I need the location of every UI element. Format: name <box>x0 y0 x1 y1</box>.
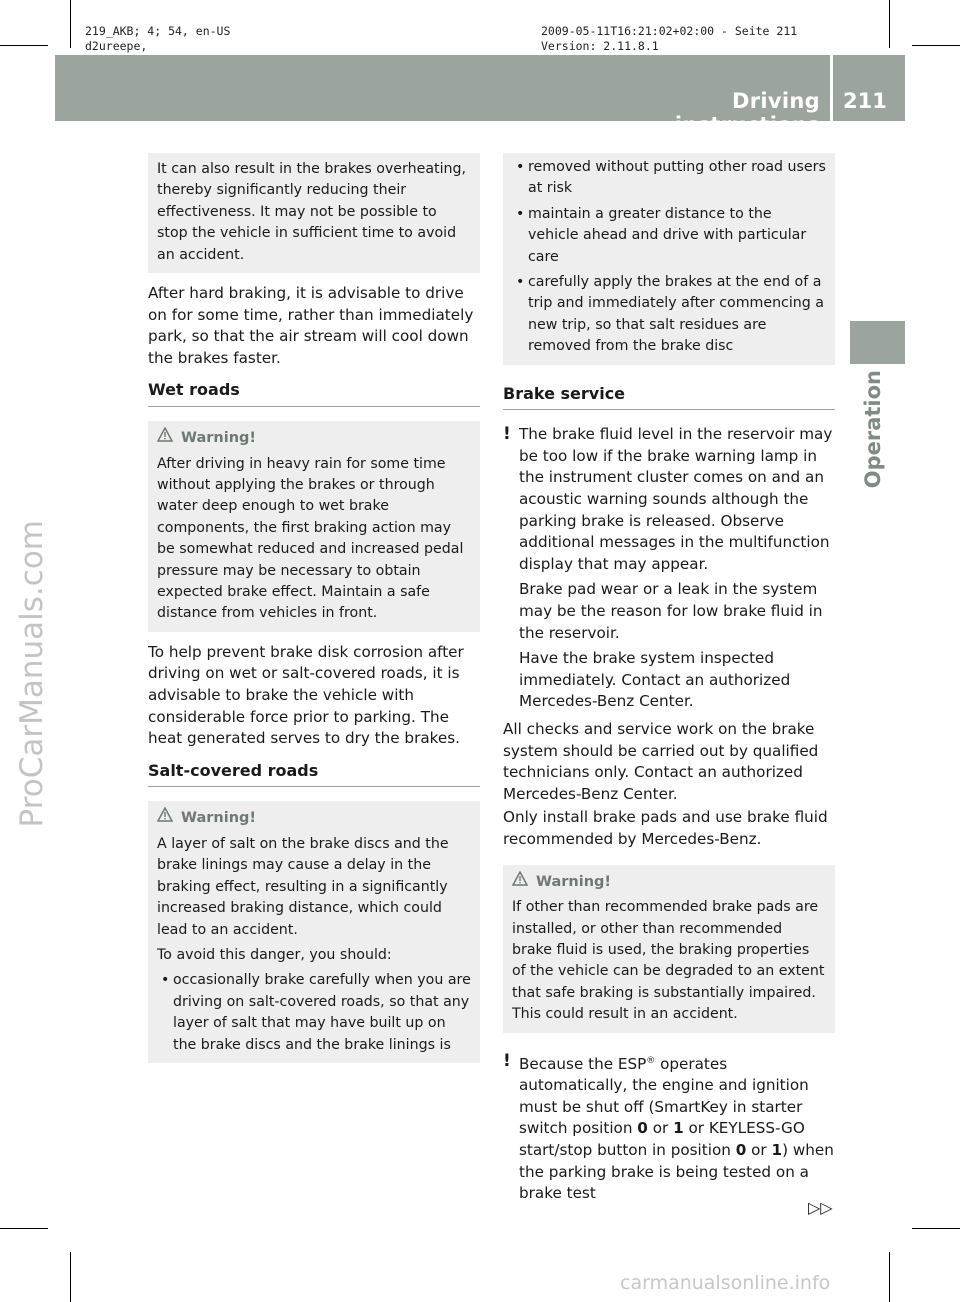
warning-triangle-icon <box>157 427 175 450</box>
page-number: 211 <box>843 89 887 113</box>
note-text-part: ) when the parking brake is being tested on a brake test <box>519 1141 834 1203</box>
warning-box-wet-roads <box>148 421 480 632</box>
paragraph: After hard braking, it is advisable to drive on for some time, rather than immediately park, so that the air stream will cool down the brakes faster. <box>148 284 474 367</box>
continue-arrow-icon: ▷▷ <box>808 1198 833 1217</box>
print-meta-left <box>85 24 230 54</box>
crop-mark <box>889 1252 890 1302</box>
paragraph: To help prevent brake disk corrosion after driving on wet or salt-covered roads, it is advisable to brake the vehicle with considerable force prior to parking. The heat generated serves to dry the brakes. <box>148 642 464 748</box>
note-text-part: operates automatically, the engine and ignition must be shut off (SmartKey in starter switch position <box>519 1054 809 1138</box>
warning-triangle-icon <box>157 807 175 830</box>
crop-mark <box>912 1228 960 1229</box>
registered-mark: ® <box>646 1055 656 1066</box>
warning-heading <box>157 427 471 450</box>
section-heading-wet-roads: Wet roads <box>148 379 480 407</box>
note-text-part: Because the ESP <box>519 1054 647 1073</box>
warning-box-salt-continued <box>503 153 835 365</box>
warning-heading <box>157 807 471 830</box>
note-text-part: or KEYLESS-GO start/stop button in position <box>519 1119 805 1159</box>
note-block <box>503 1051 835 1205</box>
print-meta-right-line1: 2009-05-11T16:21:02+02:00 - Seite 211 <box>541 24 798 38</box>
section-tab-marker <box>850 321 905 364</box>
header-separator <box>830 55 833 121</box>
section-tab-label-text: Operation <box>861 370 885 489</box>
note-text-part: or <box>746 1141 772 1159</box>
warning-triangle-icon <box>512 871 530 894</box>
position-value: 1 <box>771 1141 783 1159</box>
bullet-item: • occasionally brake carefully when you are driving on salt-covered roads, so that any layer of salt that may have built up on the brake discs and the brake linings is <box>157 970 471 1056</box>
warning-text: A layer of salt on the brake discs and the brake linings may cause a delay in the braking effect, resulting in a significantly increased braking distance, which could lead to an accident. <box>157 836 449 938</box>
note-text <box>519 1051 835 1205</box>
watermark-bottom: carmanualsonline.info <box>620 1272 831 1294</box>
note-exclamation-icon: ! <box>503 1050 511 1071</box>
note-text: Have the brake system inspected immediately. Contact an authorized Mercedes-Benz Center. <box>519 649 791 711</box>
section-tab-label <box>861 370 897 590</box>
section-heading-salt-roads: Salt-covered roads <box>148 760 480 788</box>
warning-text: After driving in heavy rain for some time without applying the brakes or through water deep enough to wet brake components, the first braking action may be somewhat reduced and increased pedal pressure may be necessary to obtain expected brake effect. Maintain a safe distance from vehicles in front. <box>157 455 464 622</box>
watermark-side-text: ProCarManuals.com <box>14 520 50 828</box>
print-meta-left-line1: 219_AKB; 4; 54, en-US <box>85 24 231 38</box>
bullet-continuation-text: removed without putting other road users at risk <box>528 159 826 197</box>
warning-box-continued-text: It can also result in the brakes overheating, thereby significantly reducing their effectiveness. It may not be possible to stop the vehicle in sufficient time to avoid an accident. <box>157 161 467 263</box>
warning-box-brake-parts <box>503 865 835 1033</box>
crop-mark <box>0 45 48 46</box>
warning-title: Warning! <box>181 430 257 446</box>
note-exclamation-icon: ! <box>503 424 511 445</box>
left-column <box>148 153 480 1063</box>
bullet-continuation <box>512 157 826 200</box>
bullet-item: • carefully apply the brakes at the end of a trip and immediately after commencing a new trip, so that salt residues are removed from the brake disc <box>512 272 826 358</box>
warning-heading <box>512 871 826 894</box>
warning-box-continued <box>148 153 480 273</box>
note-text: Brake pad wear or a leak in the system may be the reason for low brake fluid in the reservoir. <box>519 580 823 642</box>
warning-title: Warning! <box>536 873 612 890</box>
position-value: 0 <box>735 1141 747 1159</box>
bullet-item: • maintain a greater distance to the vehicle ahead and drive with particular care <box>512 204 826 268</box>
page-title: Driving instructions <box>674 89 820 137</box>
paragraph: Only install brake pads and use brake fluid recommended by Mercedes-Benz. <box>503 808 828 848</box>
paragraph: All checks and service work on the brake system should be carried out by qualified technicians only. Contact an authorized Mercedes-Benz Center. <box>503 719 819 803</box>
warning-title: Warning! <box>181 810 257 827</box>
position-value: 0 <box>637 1119 648 1138</box>
right-column <box>503 153 835 1211</box>
warning-text: To avoid this danger, you should: <box>157 947 392 964</box>
note-block <box>503 424 835 713</box>
position-value: 1 <box>673 1119 684 1138</box>
note-text-part: or <box>647 1119 674 1138</box>
crop-mark <box>912 45 960 46</box>
crop-mark <box>70 1252 71 1302</box>
note-text: The brake fluid level in the reservoir may be too low if the brake warning lamp in the instrument cluster comes on and an acoustic warning sounds although the parking brake is released. Observe additional messages in the multifunction display that may appear. <box>519 425 833 573</box>
crop-mark <box>70 0 71 48</box>
warning-box-salt-roads <box>148 801 480 1063</box>
watermark-side <box>14 520 64 1300</box>
print-meta-right <box>541 24 797 54</box>
crop-mark <box>889 0 890 48</box>
section-heading-brake-service: Brake service <box>503 383 835 411</box>
print-meta-left-line2: d2ureepe, <box>85 39 148 53</box>
warning-text: If other than recommended brake pads are installed, or other than recommended brake fluid is used, the braking properties of the vehicle can be degraded to an extent that safe braking is substantially impaired. This could result in an accident. <box>512 899 825 1023</box>
print-meta-right-line2: Version: 2.11.8.1 <box>541 39 659 53</box>
